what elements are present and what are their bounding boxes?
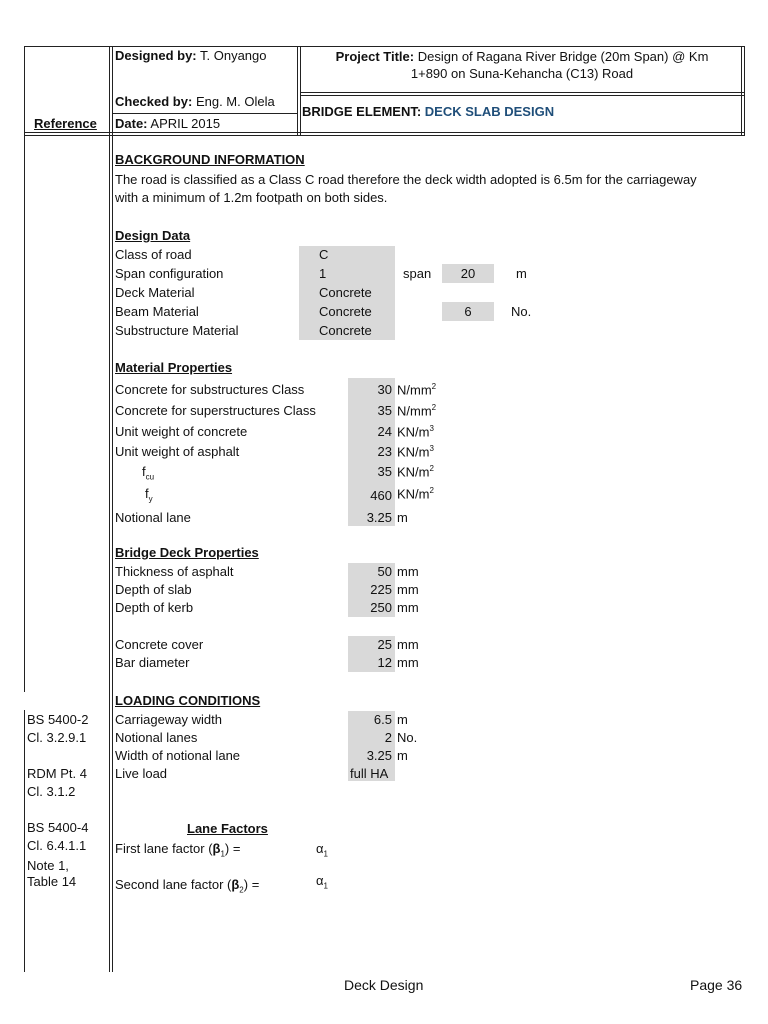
first-alpha-sub: 1 — [323, 849, 328, 859]
uw-concrete-unit-exp: 3 — [429, 424, 434, 433]
live-value: full HA — [350, 766, 389, 781]
sub-label: Substructure Material — [115, 323, 239, 338]
frame-mid-divider — [297, 46, 298, 136]
frame-left-line — [24, 46, 25, 136]
date — [115, 116, 220, 131]
uw-asphalt-value: 23 — [377, 444, 392, 459]
carriageway-label: Carriageway width — [115, 712, 222, 727]
ref-rdm-line1: RDM Pt. 4 — [27, 766, 87, 781]
ref-rdm-line2: Cl. 3.1.2 — [27, 784, 76, 799]
ref-bs5400-4-line4: Table 14 — [27, 874, 77, 889]
asphalt-value: 50 — [377, 564, 392, 579]
project-title-label: Project Title: — [335, 49, 415, 64]
bar-label: Bar diameter — [115, 655, 190, 670]
first-lane-beta: β — [212, 841, 221, 856]
project-title-line1: Design of Ragana River Bridge (20m Span) @ Km — [417, 49, 709, 64]
beam-label: Beam Material — [115, 304, 199, 319]
cover-unit: mm — [397, 637, 419, 652]
bridge-element-label: BRIDGE ELEMENT: — [302, 104, 422, 119]
class-value: C — [319, 247, 329, 262]
lane-width-label: Width of notional lane — [115, 748, 241, 763]
fcu-unit-exp: 2 — [429, 464, 434, 473]
sub-class-label: Concrete for substructures Class — [115, 382, 305, 397]
uw-asphalt-label: Unit weight of asphalt — [115, 444, 240, 459]
sub-class-unit — [397, 382, 436, 397]
beam-count: 6 — [464, 304, 472, 319]
fcu-unit — [397, 464, 434, 479]
lane-width-unit: m — [397, 748, 408, 763]
fy-unit — [397, 486, 434, 501]
span-label: Span configuration — [115, 266, 224, 281]
span-word: span — [403, 266, 432, 281]
cover-value: 25 — [377, 637, 392, 652]
sub-class-unit-exp: 2 — [431, 382, 437, 391]
second-lane-tail: ) = — [243, 877, 260, 892]
design-data-heading: Design Data — [115, 228, 191, 243]
ref-bs5400-4-line1: BS 5400-4 — [27, 820, 89, 835]
sub-class-unit-text: N/mm — [397, 382, 432, 398]
carriageway-unit: m — [397, 712, 408, 727]
frame-header-bottom-line-2 — [24, 135, 745, 136]
super-class-unit-exp: 2 — [431, 403, 437, 412]
kerb-label: Depth of kerb — [115, 600, 194, 615]
live-label: Live load — [115, 766, 168, 781]
first-lane-tail: ) = — [224, 841, 241, 856]
second-lane-beta: β — [231, 877, 240, 892]
lanes-label: Notional lanes — [115, 730, 198, 745]
second-lane-alpha — [316, 873, 328, 891]
fy-label — [145, 486, 153, 504]
fy-unit-exp: 2 — [429, 486, 434, 495]
lane-factors-heading: Lane Factors — [187, 821, 268, 836]
fy-unit-text: KN/m — [397, 486, 430, 502]
material-heading: Material Properties — [115, 360, 233, 375]
frame-left-body-line-2 — [24, 710, 25, 972]
super-class-unit-text: N/mm — [397, 403, 432, 419]
class-label: Class of road — [115, 247, 192, 262]
frame-right-line — [744, 46, 745, 136]
first-alpha-symbol: α — [316, 841, 324, 856]
asphalt-unit: mm — [397, 564, 419, 579]
background-line2: with a minimum of 1.2m footpath on both sides. — [115, 190, 388, 205]
frame-title-split — [300, 92, 745, 93]
ref-bs5400-4-line3: Note 1, — [27, 858, 69, 873]
beam-value: Concrete — [319, 304, 372, 319]
date-label: Date: — [115, 116, 148, 131]
super-class-label: Concrete for superstructures Class — [115, 403, 316, 418]
first-lane-beta-sub: 1 — [220, 849, 225, 859]
first-lane-alpha — [316, 841, 328, 859]
uw-concrete-unit — [397, 424, 434, 439]
frame-right-body-line — [744, 135, 745, 136]
uw-concrete-label: Unit weight of concrete — [115, 424, 248, 439]
designed-by-label: Designed by: — [115, 48, 197, 63]
first-lane-factor-label — [115, 841, 240, 859]
bridge-element-value: DECK SLAB DESIGN — [424, 104, 555, 119]
checked-by-label: Checked by: — [115, 94, 193, 109]
fy-value: 460 — [370, 488, 392, 503]
second-lane-text: Second lane factor ( — [115, 877, 232, 892]
fcu-value: 35 — [377, 464, 392, 479]
page-number: Page 36 — [690, 977, 743, 993]
fcu-sub: cu — [145, 472, 155, 482]
lanes-value: 2 — [384, 730, 392, 745]
checked-by-value: Eng. M. Olela — [195, 94, 275, 109]
frame-ref-divider-2 — [112, 46, 113, 972]
super-class-value: 35 — [377, 403, 392, 418]
bridge-element — [302, 104, 554, 119]
slab-value: 225 — [370, 582, 392, 597]
fcu-unit-text: KN/m — [397, 464, 430, 480]
second-lane-beta-sub: 2 — [239, 885, 244, 895]
designed-by-value: T. Onyango — [200, 48, 267, 63]
deck-label: Deck Material — [115, 285, 195, 300]
uw-asphalt-unit — [397, 444, 434, 459]
super-class-unit — [397, 403, 436, 418]
second-alpha-sub: 1 — [323, 881, 328, 891]
ref-bs5400-2-line2: Cl. 3.2.9.1 — [27, 730, 87, 745]
frame-ref-divider — [109, 46, 110, 972]
frame-mid-divider-2 — [300, 46, 301, 136]
frame-date-split — [112, 113, 298, 114]
second-lane-factor-label — [115, 877, 259, 895]
cover-label: Concrete cover — [115, 637, 204, 652]
project-title — [302, 48, 742, 82]
checked-by — [115, 94, 275, 109]
first-lane-text: First lane factor ( — [115, 841, 213, 856]
frame-header-bottom-line — [24, 132, 745, 133]
fcu-label — [142, 464, 154, 482]
sub-value: Concrete — [319, 323, 372, 338]
uw-concrete-unit-text: KN/m — [397, 424, 430, 440]
span-count: 1 — [319, 266, 327, 281]
footer-title: Deck Design — [344, 977, 424, 993]
kerb-value: 250 — [370, 600, 392, 615]
notional-label: Notional lane — [115, 510, 191, 525]
uw-concrete-value: 24 — [377, 424, 392, 439]
notional-value: 3.25 — [366, 510, 392, 525]
span-unit: m — [516, 266, 527, 281]
slab-unit: mm — [397, 582, 419, 597]
bar-value: 12 — [377, 655, 392, 670]
span-length: 20 — [460, 266, 476, 281]
fcu-main: f — [142, 464, 146, 479]
background-line1: The road is classified as a Class C road therefore the deck width adopted is 6.5m for the carriageway — [115, 172, 697, 187]
second-alpha-symbol: α — [316, 873, 324, 888]
asphalt-label: Thickness of asphalt — [115, 564, 234, 579]
carriageway-value: 6.5 — [373, 712, 392, 727]
uw-asphalt-unit-text: KN/m — [397, 444, 430, 460]
frame-left-body-line — [24, 136, 25, 692]
fy-main: f — [145, 486, 149, 501]
notional-unit: m — [397, 510, 408, 525]
project-title-line2: 1+890 on Suna-Kehancha (C13) Road — [410, 66, 634, 81]
lane-width-value: 3.25 — [366, 748, 392, 763]
sub-class-value: 30 — [377, 382, 392, 397]
uw-asphalt-unit-exp: 3 — [429, 444, 434, 453]
bar-unit: mm — [397, 655, 419, 670]
deck-heading: Bridge Deck Properties — [115, 545, 259, 560]
fy-sub: y — [148, 494, 153, 504]
beam-unit: No. — [511, 304, 532, 319]
designed-by — [115, 48, 267, 63]
slab-label: Depth of slab — [115, 582, 192, 597]
kerb-unit: mm — [397, 600, 419, 615]
deck-value: Concrete — [319, 285, 372, 300]
reference-heading: Reference — [34, 116, 97, 131]
lanes-unit: No. — [397, 730, 418, 745]
loading-heading: LOADING CONDITIONS — [115, 693, 261, 708]
background-heading: BACKGROUND INFORMATION — [115, 152, 305, 167]
frame-top-line — [24, 46, 745, 47]
date-value: APRIL 2015 — [150, 116, 221, 131]
ref-bs5400-2-line1: BS 5400-2 — [27, 712, 89, 727]
ref-bs5400-4-line2: Cl. 6.4.1.1 — [27, 838, 87, 853]
frame-title-split-2 — [300, 95, 745, 96]
